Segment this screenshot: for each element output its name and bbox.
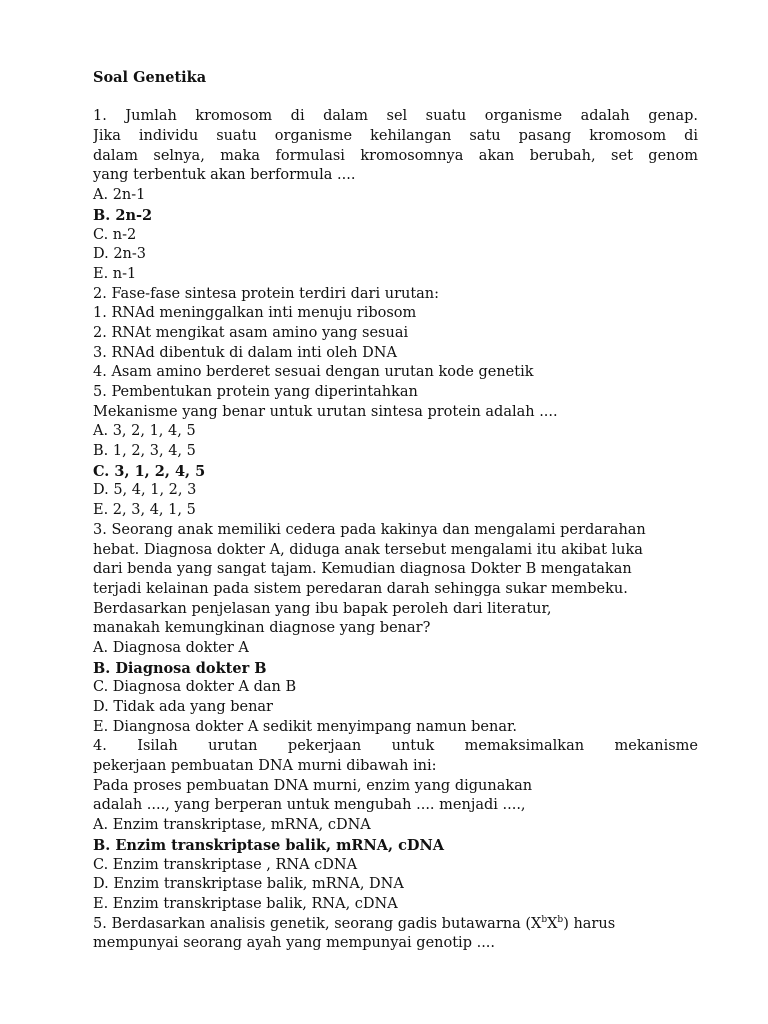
q1-stem-line: dalam selnya, maka formulasi kromosomnya akan berubah, set genom <box>93 147 698 164</box>
q1-stem-line: yang terbentuk akan berformula .... <box>93 167 356 184</box>
q5-stem-text: 5. Berdasarkan analisis genetik, seorang gadis butawarna (X <box>93 915 542 932</box>
q4-stem-line: 4. Isilah urutan pekerjaan untuk memaksimalkan mekanisme <box>93 738 698 755</box>
q2-option-e: E. 2, 3, 4, 1, 5 <box>93 502 196 519</box>
q2-option-b: B. 1, 2, 3, 4, 5 <box>93 443 196 460</box>
q4-stem-line: Pada proses pembuatan DNA murni, enzim yang digunakan <box>93 777 533 794</box>
q3-option-d: D. Tidak ada yang benar <box>93 699 273 715</box>
q5-superscript: b <box>541 914 548 925</box>
q4-stem-line: adalah ...., yang berperan untuk mengubah .... menjadi ...., <box>93 797 526 814</box>
q1-option-d: D. 2n-3 <box>93 246 147 263</box>
q3-stem-line: Berdasarkan penjelasan yang ibu bapak peroleh dari literatur, <box>93 600 552 617</box>
q3-stem-line: hebat. Diagnosa dokter A, diduga anak tersebut mengalami itu akibat luka <box>93 541 643 558</box>
spacer <box>93 88 698 108</box>
q4-option-a: A. Enzim transkriptase, mRNA, cDNA <box>93 817 371 834</box>
q1-stem-line: Jika individu suatu organisme kehilangan satu pasang kromosom di <box>93 128 698 145</box>
q3-option-a: A. Diagnosa dokter A <box>93 639 249 656</box>
q2-stem: 2. Fase-fase sintesa protein terdiri dari urutan: <box>93 285 440 302</box>
q2-step-4: 4. Asam amino berderet sesuai dengan urutan kode genetik <box>93 364 534 381</box>
q2-step-3: 3. RNAd dibentuk di dalam inti oleh DNA <box>93 344 397 361</box>
q4-option-e: E. Enzim transkriptase balik, RNA, cDNA <box>93 895 398 912</box>
q1-option-a: A. 2n-1 <box>93 187 146 204</box>
q2-step-2: 2. RNAt mengikat asam amino yang sesuai <box>93 324 409 341</box>
q5-superscript: b <box>557 914 564 925</box>
q5-stem-line <box>93 915 698 935</box>
q1-option-b-answer: B. 2n-2 <box>93 206 153 224</box>
q2-option-a: A. 3, 2, 1, 4, 5 <box>93 423 196 440</box>
q3-stem-line: dari benda yang sangat tajam. Kemudian diagnosa Dokter B mengatakan <box>93 561 632 578</box>
q2-question: Mekanisme yang benar untuk urutan sintesa protein adalah .... <box>93 403 558 420</box>
q3-stem-line: manakah kemungkinan diagnose yang benar? <box>93 620 431 637</box>
q3-stem-line: terjadi kelainan pada sistem peredaran darah sehingga sukar membeku. <box>93 580 628 597</box>
q1-option-c: C. n-2 <box>93 226 137 243</box>
q5-stem-line: mempunyai seorang ayah yang mempunyai genotip .... <box>93 935 496 952</box>
q4-option-d: D. Enzim transkriptase balik, mRNA, DNA <box>93 876 404 893</box>
q2-step-1: 1. RNAd meninggalkan inti menuju ribosom <box>93 305 417 322</box>
q5-stem-text: X <box>547 915 558 932</box>
q2-option-d: D. 5, 4, 1, 2, 3 <box>93 482 197 499</box>
q1-option-e: E. n-1 <box>93 265 137 282</box>
q5-stem-text: ) harus <box>563 915 616 932</box>
q4-option-c: C. Enzim transkriptase , RNA cDNA <box>93 856 358 873</box>
q3-stem-line: 3. Seorang anak memiliki cedera pada kakinya dan mengalami perdarahan <box>93 521 646 538</box>
q3-option-c: C. Diagnosa dokter A dan B <box>93 679 297 696</box>
q3-option-b-answer: B. Diagnosa dokter B <box>93 659 267 677</box>
q3-option-e: E. Diangnosa dokter A sedikit menyimpang namun benar. <box>93 718 517 735</box>
page-title: Soal Genetika <box>93 69 207 86</box>
q2-step-5: 5. Pembentukan protein yang diperintahkan <box>93 384 418 400</box>
q1-stem-line: 1. Jumlah kromosom di dalam sel suatu organisme adalah genap. <box>93 108 698 125</box>
q4-option-b-answer: B. Enzim transkriptase balik, mRNA, cDNA <box>93 836 444 854</box>
q4-stem-line: pekerjaan pembuatan DNA murni dibawah ini: <box>93 758 437 775</box>
q2-option-c-answer: C. 3, 1, 2, 4, 5 <box>93 462 206 480</box>
